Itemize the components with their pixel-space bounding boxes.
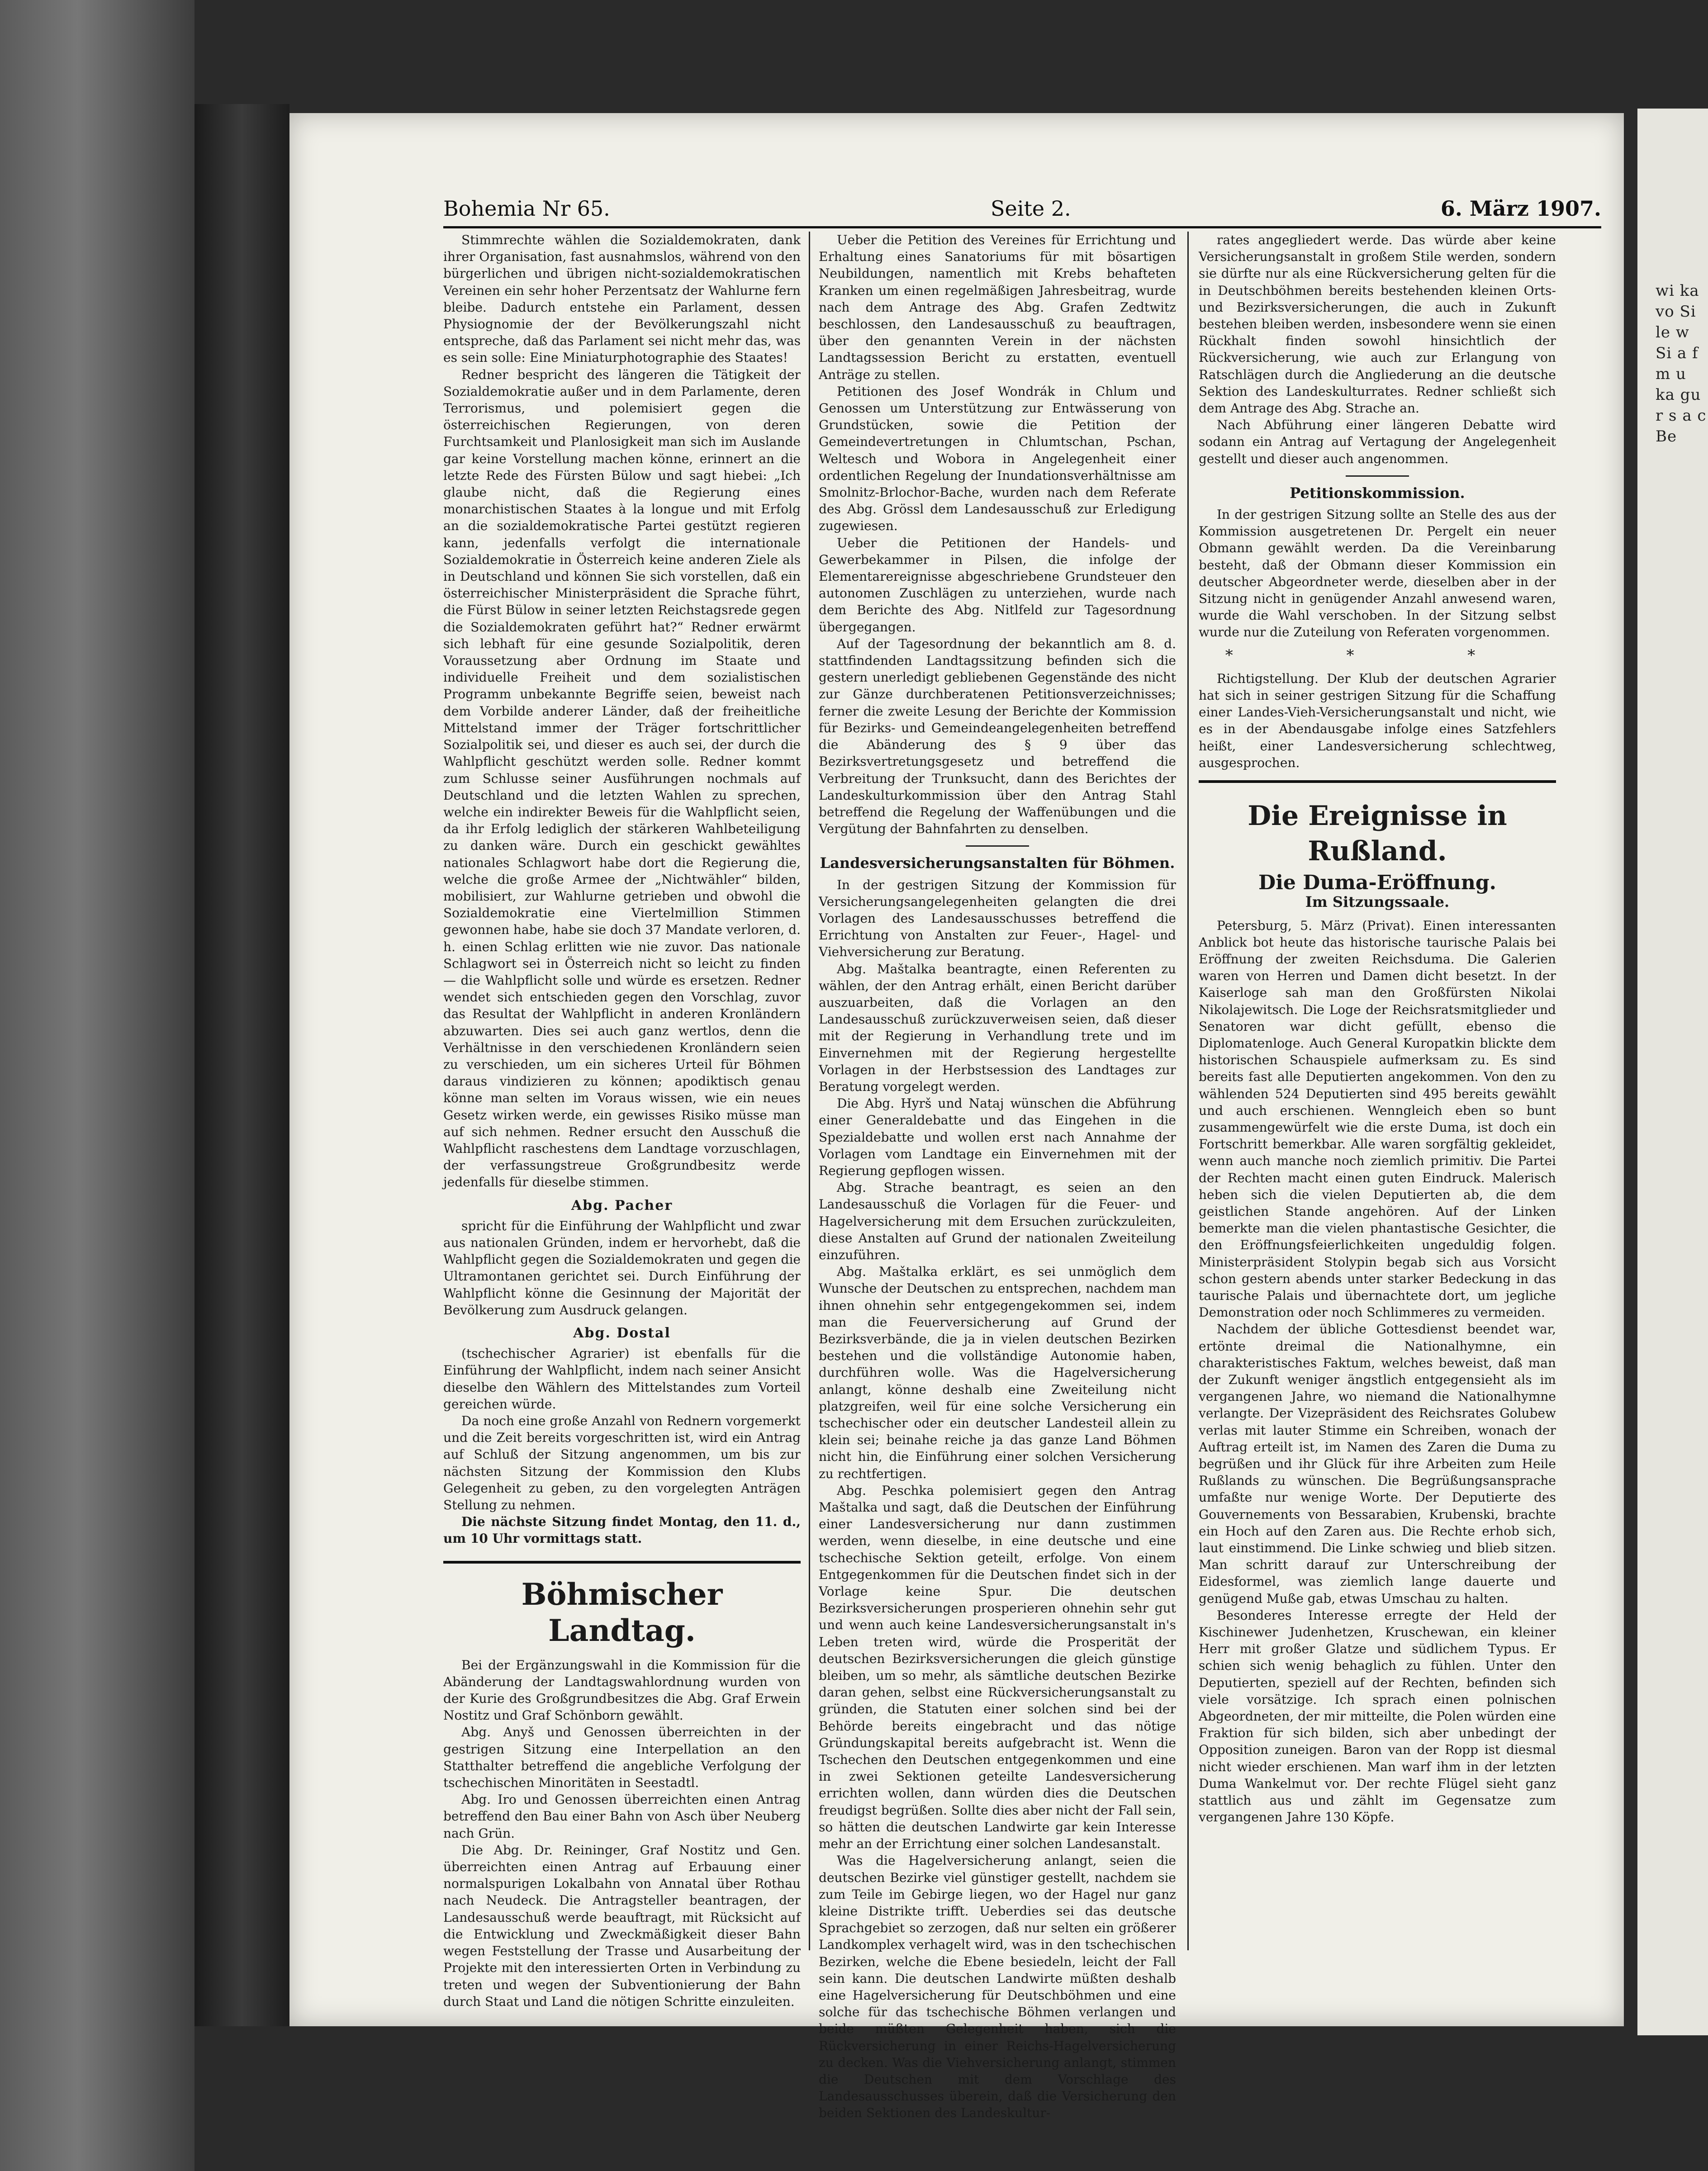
article-subheadline: Im Sitzungssaale. bbox=[1305, 893, 1450, 911]
section-heading: Landesversicherungsanstalten für Böhmen. bbox=[820, 854, 1175, 872]
article-headline: Die Duma-Eröffnung. bbox=[1258, 871, 1496, 895]
article-paragraph: Abg. Strache beantragt, es seien an den Landesausschuß die Vorlagen für die Feuer- und Hagelversicherung mit dem Ersuchen zurückzuleiten, diese Anstalten auf Grund der nationalen Zweiteilung einzuführen. bbox=[819, 1180, 1176, 1262]
section-title: Die Ereignisse in Rußland. bbox=[1199, 780, 1556, 869]
book-binding bbox=[195, 104, 289, 2026]
article-paragraph: Ueber die Petitionen der Handels- und Gewerbekammer in Pilsen, die infolge der Elementarereignisse abgeschriebene Grundsteuer den autonomen Zuschlägen zu unterziehen, wurde nach dem Berichte des Abg. Nitlfeld zur Tagesordnung übergegangen. bbox=[819, 535, 1176, 635]
speaker-heading: Abg. Dostal bbox=[573, 1325, 671, 1341]
adjacent-page-fragment: wi ka vo Si le w Si a f m u ka gu r s a c Be bbox=[1656, 282, 1707, 446]
article-paragraph: Nachdem der übliche Gottesdienst beendet war, ertönte dreimal die Nationalhymne, ein charakteristisches Faktum, welches beweist, daß man der Zukunft weniger ängstlich entgegensieht als im vergangenen Jahre, wo niemand die Nationalhymne verlangte. Der Vizepräsident des Reichsrates Golubew verlas mit lauter Stimme ein Schreiben, wonach der Auftrag erteilt ist, im Namen des Zaren die Duma zu begrüßen und ihr Glück für ihre Arbeiten zum Heile Rußlands zu wünschen. Die Begrüßungsansprache umfaßte nur wenige Worte. Der Deputierte des Gouvernements von Bessarabien, Krubenski, brachte ein Hoch auf den Zaren aus. Die Rechte erhob sich, laut einstimmend. Die Linke schwieg und blieb sitzen. Man schritt darauf zur Unterschreibung der Eidesformel, was ziemlich lange dauerte und genügend Muße gab, etwas Umschau zu halten. bbox=[1199, 1322, 1556, 1606]
article-paragraph: Die nächste Sitzung findet Montag, den 11. d., um 10 Uhr vormittags statt. bbox=[443, 1514, 801, 1546]
article-paragraph: In der gestrigen Sitzung sollte an Stelle des aus der Kommission ausgetretenen Dr. Pergelt ein neuer Obmann gewählt werden. Da die Vereinbarung besteht, daß der Obmann dieser Kommission ein deutscher Abgeordneter werde, dieselben aber in der Sitzung nicht in genügender Anzahl anwesend waren, wurde die Wahl verschoben. In der Sitzung selbst wurde nur die Zuteilung von Referaten vorgenommen. bbox=[1199, 507, 1556, 640]
column-3 bbox=[1199, 232, 1556, 1950]
article-paragraph: Ueber die Petition des Vereines für Errichtung und Erhaltung eines Sanatoriums für mit bösartigen Neubildungen, namentlich mit Krebs behafteten Kranken um einen regelmäßigen Jahresbeitrag, wurde nach dem Antrage des Abg. Grafen Zedtwitz beschlossen, den Landesausschuß zu beauftragen, über den genannten Verein in der nächsten Landtagssession Bericht zu erstatten, eventuell Anträge zu stellen. bbox=[819, 232, 1176, 382]
article-paragraph: Was die Hagelversicherung anlangt, seien die deutschen Bezirke viel günstiger gestellt, nachdem sie zum Teile im Gebirge liegen, wo der Hagel nur ganz kleine Distrikte trifft. Ueberdies sei das deutsche Sprachgebiet so zerzogen, daß nur selten ein größerer Landkomplex verhagelt wird, was in den tschechischen Bezirken, welche die Ebene besiedeln, leicht der Fall sein kann. Die deutschen Landwirte müßten deshalb eine Hagelversicherung für Deutschböhmen und eine solche für das tschechische Böhmen verlangen und beide müßten Gelegenheit haben, sich die Rückversicherung in einer Reichs-Hagelversicherung zu decken. Was die Viehversicherung anlangt, stimmen die Deutschen mit dem Vorschlage des Landesausschusses überein, daß die Versicherung den beiden Sektionen des Landeskultur- bbox=[819, 1853, 1176, 2121]
page-header bbox=[443, 190, 1601, 228]
article-paragraph: Abg. Anyš und Genossen überreichten in der gestrigen Sitzung eine Interpellation an den Statthalter betreffend die angebliche Verfolgung der tschechischen Minoritäten in Seestadtl. bbox=[443, 1725, 801, 1791]
header-date: 6. März 1907. bbox=[1440, 196, 1601, 221]
column-rule bbox=[809, 232, 810, 1950]
article-paragraph: rates angegliedert werde. Das würde aber keine Versicherungsanstalt in großem Stile werden, sondern sie dürfte nur als eine Rückversicherung gelten für die in Deutschböhmen bereits bestehenden kleinen Orts- und Bezirksversicherungen, die auch in Zukunft bestehen bleiben werden, insbesondere wenn sie einen Rückhalt finden sowohl hinsichtlich der Rückversicherung, wie auch zur Erlangung von Ratschlägen durch die Angliederung an die deutsche Sektion des Landeskulturrates. Redner schließt sich dem Antrage des Abg. Strache an. bbox=[1199, 232, 1556, 416]
divider bbox=[1346, 475, 1409, 477]
article-paragraph: Redner bespricht des längeren die Tätigkeit der Sozialdemokratie außer und in dem Parlamente, deren Terrorismus, und polemisiert gegen die österreichischen Regierungen, von deren Furchtsamkeit und Planlosigkeit man sich im Auslande gar keine Vorstellung machen könne, erinnert an die letzte Rede des Fürsten Bülow und sagt hiebei: „Ich glaube nicht, daß die Regierung eines monarchistischen Staates à la longue und mit Erfolg an die sozialdemokratische Partei gestützt regieren kann, jedenfalls verfolgt die internationale Sozialdemokratie in Österreich keine anderen Ziele als in Deutschland und können Sie sich vorstellen, daß ein österreichischer Ministerpräsident die Sprache führt, die Fürst Bülow in seiner letzten Reichstagsrede gegen die Sozialdemokraten geführt hat?“ Redner erwärmt sich lebhaft für eine gesunde Sozialpolitik, deren Voraussetzung aber Ordnung im Staate und individuelle Freiheit und dem sozialistischen Programm unbekannte Begriffe seien, beweist nach dem Vorbilde anderer Länder, daß der freiheitliche Mittelstand immer der Träger fortschrittlicher Sozialpolitik sei, und dieser es auch sei, der durch die Wahlpflicht geschützt werden solle. Redner kommt zum Schlusse seiner Ausführungen nochmals auf Deutschland und die letzten Wahlen zu sprechen, welche ein indirekter Beweis für die Wahlpflicht seien, da ihr Erfolg lediglich der stärkeren Wahlbeteiligung zu danken wäre. Durch ein geschickt gewähltes nationales Schlagwort habe dort die Regierung die, welche die große Armee der „Nichtwähler“ bilden, mobilisiert, zur Wahlurne getrieben und obwohl die Sozialdemokratie eine Viertelmillion Stimmen gewonnen habe, habe sie doch 37 Mandate verloren, d. h. einen Schlag erlitten wie nie zuvor. Das nationale Schlagwort sei in Österreich nicht so leicht zu finden — die Wahlpflicht solle und würde es ersetzen. Redner wendet sich entschieden gegen den Vorschlag, zuvor das Resultat der Wahlpflicht in anderen Kronländern abzuwarten. Dies sei auch ganz wertlos, denn die Verhältnisse in den verschiedenen Kronländern seien zu verschieden, um ein sicheres Urteil für Böhmen daraus vindizieren zu können; apodiktisch genau könne man selten im Voraus wissen, wie ein neues Gesetz wirken werde, ein gewisses Risiko müsse man auf sich nehmen. Redner ersucht den Ausschuß die Wahlpflicht raschestens dem Landtage vorzuschlagen, der verfassungstreue Großgrundbesitz werde jedenfalls für dieselbe stimmen. bbox=[443, 367, 801, 1190]
column-1 bbox=[443, 232, 801, 2009]
section-title: Böhmischer Landtag. bbox=[443, 1561, 801, 1649]
article-paragraph: Abg. Maštalka erklärt, es sei unmöglich dem Wunsche der Deutschen zu entsprechen, nachdem man ihnen ohnehin sehr entgegengekommen sei, indem man die Feuerversicherung auf Grund der Bezirksverbände, die ja in vielen deutschen Bezirken bestehen und die vollständige Autonomie haben, durchführen wolle. Was die Hagelversicherung anlangt, könne deshalb eine Zweiteilung nicht platzgreifen, weil für eine solche Versicherung ein tschechischer oder ein deutscher Landesteil allein zu klein sei; beinahe reiche ja das ganze Land Böhmen nicht hin, die Einführung einer solchen Versicherung zu rechtfertigen. bbox=[819, 1264, 1176, 1481]
film-edge bbox=[0, 0, 195, 2171]
speaker-heading: Abg. Pacher bbox=[571, 1197, 673, 1213]
header-page-number: Seite 2. bbox=[991, 196, 1071, 221]
article-paragraph: spricht für die Einführung der Wahlpflicht und zwar aus nationalen Gründen, indem er hervorhebt, daß die Wahlpflicht gegen die Sozialdemokraten und gegen die Ultramontanen gerichtet sei. Durch Einführung der Wahlpflicht könne die Gesinnung der Majorität der Bevölkerung zum Ausdruck gelangen. bbox=[443, 1218, 801, 1318]
article-paragraph: Petersburg, 5. März (Privat). Einen interessanten Anblick bot heute das historische taurische Palais bei Eröffnung der zweiten Reichsduma. Die Galerien waren von Herren und Damen dicht besetzt. In der Kaiserloge sah man den Großfürsten Nikolai Nikolajewitsch. Die Loge der Reichsratsmitglieder und Senatoren war dicht gefüllt, ebenso die Diplomatenloge. Auch General Kuropatkin blickte dem historischen Schauspiele aufmerksam zu. Es sind bereits fast alle Deputierten angekommen. Von den zu wählenden 524 Deputierten sind 495 bereits gewählt und auch erschienen. Wenngleich eben so bunt zusammengewürfelt wie die erste Duma, ist doch ein Fortschritt bemerkbar. Alle waren sorgfältig gekleidet, wenn auch manche noch ziemlich primitiv. Die Partei der Rechten macht einen guten Eindruck. Malerisch heben sich die vielen Deputierten ab, die dem geistlichen Stande angehören. Auf der Linken bemerkte man die vielen phantastische Gesichter, die den Eröffnungsfeierlichkeiten ungeduldig folgen. Ministerpräsident Stolypin begab sich aus Vorsicht schon gestern abends unter starker Bedeckung in das taurische Palais und übernachtete dort, um jegliche Demonstration oder noch Schlimmeres zu vermeiden. bbox=[1199, 918, 1556, 1320]
article-paragraph: Abg. Iro und Genossen überreichten einen Antrag betreffend den Bau einer Bahn von Asch über Neuberg nach Grün. bbox=[443, 1792, 801, 1841]
article-paragraph: Stimmrechte wählen die Sozialdemokraten, dank ihrer Organisation, fast ausnahmslos, während von den bürgerlichen und übrigen nicht-sozialdemokratischen Vereinen ein sehr hoher Perzentsatz der Wahlurne fern bleibe. Dadurch entstehe ein Parlament, dessen Physiognomie der der Bevölkerungszahl nicht entspreche, daß das Parlament sei nicht mehr das, was es sein solle: Eine Miniaturphotographie des Staates! bbox=[443, 232, 801, 365]
article-paragraph: Die Abg. Hyrš und Nataj wünschen die Abführung einer Generaldebatte und das Eingehen in die Spezialdebatte und wollen erst nach Annahme der Vorlagen vom Landtage ein Einvernehmen mit der Regierung gepflogen wissen. bbox=[819, 1096, 1176, 1178]
column-2 bbox=[819, 232, 1176, 2121]
article-paragraph: Nach Abführung einer längeren Debatte wird sodann ein Antrag auf Vertagung der Angelegenheit gestellt und dieser auch angenommen. bbox=[1199, 417, 1556, 466]
article-paragraph: Da noch eine große Anzahl von Rednern vorgemerkt und die Zeit bereits vorgeschritten ist, wird ein Antrag auf Schluß der Sitzung angenommen, um bis zur nächsten Sitzung der Kommission den Klubs Gelegenheit zu geben, zu den vorgelegten Anträgen Stellung zu nehmen. bbox=[443, 1413, 801, 1513]
article-paragraph: Richtigstellung. Der Klub der deutschen Agrarier hat sich in seiner gestrigen Sitzung für die Schaffung einer Landes-Vieh-Versicherungsanstalt und nicht, wie es in der Abendausgabe infolge eines Satzfehlers heißt, einer Landesversicherung schlechtweg, ausgesprochen. bbox=[1199, 671, 1556, 770]
article-paragraph: Die Abg. Dr. Reininger, Graf Nostitz und Gen. überreichten einen Antrag auf Erbauung einer normalspurigen Lokalbahn von Annatal über Rothau nach Neudeck. Die Antragsteller beantragen, der Landesausschuß werde beauftragt, mit Rücksicht auf die Entwicklung und Zweckmäßigkeit dieser Bahn wegen Feststellung der Trasse und Ausarbeitung der Projekte mit den interessierten Orten in Verbindung zu treten und wegen der Subventionierung der Bahn durch Staat und Land die nötigen Schritte einzuleiten. bbox=[443, 1842, 801, 2009]
header-paper-name: Bohemia Nr 65. bbox=[443, 196, 610, 221]
article-paragraph: In der gestrigen Sitzung der Kommission für Versicherungsangelegenheiten gelangten die drei Vorlagen des Landesausschusses betreffend die Errichtung von Anstalten zur Feuer-, Hagel- und Viehversicherung zur Beratung. bbox=[819, 877, 1176, 960]
adjacent-page-edge bbox=[1637, 109, 1708, 2035]
article-paragraph: Abg. Maštalka beantragte, einen Referenten zu wählen, der den Antrag erhält, einen Bericht darüber auszuarbeiten, daß die Vorlagen an den Landesausschuß zurückzuverweisen seien, daß dieser mit der Regierung in Verhandlung trete und im Einvernehmen mit der Regierung hergestellte Vorlagen in der Herbstsession des Landtages zur Beratung vorgelegt werden. bbox=[819, 961, 1176, 1094]
section-heading: Petitionskommission. bbox=[1290, 484, 1465, 502]
column-rule bbox=[1187, 232, 1189, 1950]
article-paragraph: Bei der Ergänzungswahl in die Kommission für die Abänderung der Landtagswahlordnung wurden von der Kurie des Großgrundbesitzes die Abg. Graf Erwein Nostitz und Graf Schönborn gewählt. bbox=[443, 1657, 801, 1723]
article-paragraph: (tschechischer Agrarier) ist ebenfalls für die Einführung der Wahlpflicht, indem nach seiner Ansicht dieselbe den Wählern des Mittelstandes zum Vorteil gereichen würde. bbox=[443, 1346, 801, 1412]
article-paragraph: Besonderes Interesse erregte der Held der Kischinewer Judenhetzen, Kruschewan, ein kleiner Herr mit großer Glatze und südlichem Typus. Er schien sich wenig behaglich zu fühlen. Unter den Deputierten, speziell auf der Rechten, befinden sich viele vorsätzige. Ich sprach einen polnischen Abgeordneten, der mir mitteilte, die Polen würden eine Fraktion für sich bilden, sich aber unbedingt der Opposition zuneigen. Baron van der Ropp ist diesmal nicht wieder erschienen. Man warf ihm in der letzten Duma Wankelmut vor. Der rechte Flügel sieht ganz stattlich aus und zählt im Gegensatze zum vergangenen Jahre 130 Köpfe. bbox=[1199, 1607, 1556, 1825]
asterisk-divider: * * * bbox=[1225, 646, 1530, 664]
newspaper-page bbox=[289, 113, 1624, 2121]
article-paragraph: Petitionen des Josef Wondrák in Chlum und Genossen um Unterstützung zur Entwässerung von Grundstücken, sowie die Petition der Gemeindevertretungen in Chlumtschan, Pschan, Weltesch und Wobora in Angelegenheit einer ordentlichen Regelung der Inundationsverhältnisse am Smolnitz-Brlochor-Bache, wurden nach dem Referate des Abg. Grössl dem Landesausschuß zur Erledigung zugewiesen. bbox=[819, 384, 1176, 534]
article-paragraph: Abg. Peschka polemisiert gegen den Antrag Maštalka und sagt, daß die Deutschen der Einführung einer Landesversicherung nur dann zustimmen werden, wenn dieselbe, in eine deutsche und eine tschechische Sektion geteilt, erfolge. Von einem Entgegenkommen für die Deutschen findet sich in der Vorlage keine Spur. Die deutschen Bezirksversicherungen prosperieren ohnehin sehr gut und wenn auch keine Landesversicherungsanstalt in's Leben treten wird, würde die Prosperität der deutschen Bezirksversicherungen die gleich günstige bleiben, um so mehr, als sämtliche deutschen Bezirke daran gehen, selbst eine Rückversicherungsanstalt zu gründen, die Statuten einer solchen sind bei der Behörde bereits eingebracht und das nötige Gründungskapital bereits aufgebracht ist. Wenn die Tschechen den Deutschen entgegenkommen und eine in zwei Sektionen geteilte Landesversicherung errichten wollen, dann würden dies die Deutschen freudigst begrüßen. Sollte dies aber nicht der Fall sein, so hätten die deutschen Landwirte gar kein Interesse mehr an der Errichtung einer solchen Landesanstalt. bbox=[819, 1483, 1176, 1852]
article-paragraph: Auf der Tagesordnung der bekanntlich am 8. d. stattfindenden Landtagssitzung befinden sich die gestern unerledigt gebliebenen Gegenstände des nicht zur Gänze durchberatenen Petitionsverzeichnisses; ferner die zweite Lesung der Berichte der Kommission für Bezirks- und Gemeindeangelegenheiten betreffend die Abänderung des § 9 über das Bezirksvertretungsgesetz und betreffend die Verbreitung der Trunksucht, dann des Berichtes der Landeskulturkommission über den Antrag Stahl betreffend die Regelung der Waffenübungen und die Vergütung der Bahnfahrten zu denselben. bbox=[819, 636, 1176, 837]
divider bbox=[966, 845, 1029, 847]
